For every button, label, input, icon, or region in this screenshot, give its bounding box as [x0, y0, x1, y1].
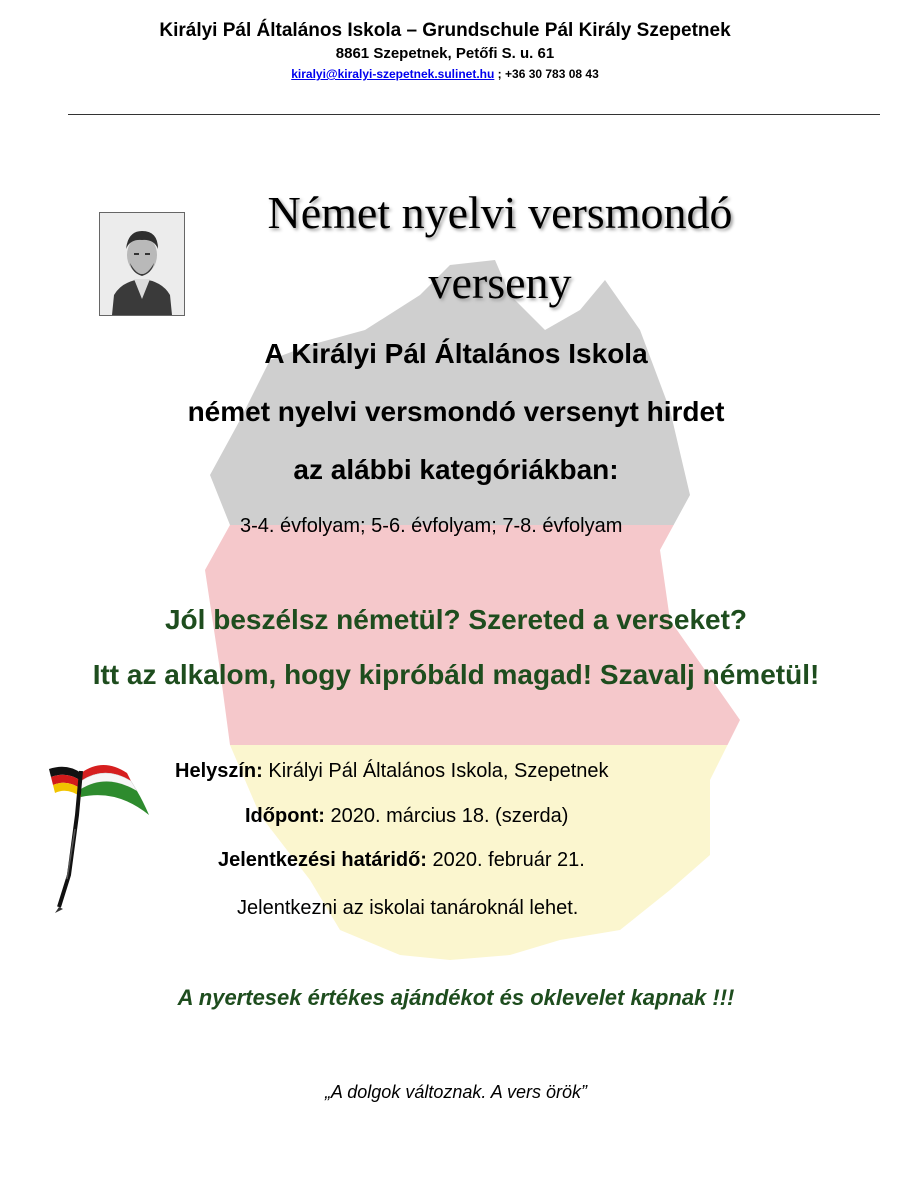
prize-announcement: A nyertesek értékes ajándékot és oklevelet kapnak !!!	[177, 985, 735, 1010]
school-name: Királyi Pál Általános Iskola – Grundschule Pál Király Szepetnek	[159, 20, 731, 41]
title-line-2: verseny	[428, 257, 572, 308]
question-line-2: Itt az alkalom, hogy kipróbáld magad! Szavalj németül!	[92, 659, 820, 690]
intro-line-2: német nyelvi versmondó versenyt hirdet	[187, 396, 725, 427]
school-address: 8861 Szepetnek, Petőfi S. u. 61	[335, 45, 555, 62]
date-value: 2020. március 18. (szerda)	[324, 805, 569, 827]
location-value: Királyi Pál Általános Iskola, Szepetnek	[262, 760, 609, 782]
date-label: Időpont:	[245, 805, 325, 827]
flag-quill-icon	[45, 755, 155, 915]
portrait-drawing	[100, 213, 184, 315]
info-date	[245, 805, 568, 828]
school-contact	[0, 67, 890, 81]
info-deadline	[218, 849, 585, 872]
question-line-1: Jól beszélsz németül? Szereted a verseket?	[164, 604, 748, 635]
info-apply: Jelentkezni az iskolai tanároknál lehet.	[237, 897, 579, 919]
motto-quote: „A dolgok változnak. A vers örök”	[324, 1082, 588, 1102]
deadline-value: 2020. február 21.	[426, 849, 585, 871]
deadline-label: Jelentkezési határidő:	[218, 849, 427, 871]
email-link[interactable]: kiralyi@kiralyi-szepetnek.sulinet.hu	[291, 67, 495, 81]
header-divider	[68, 114, 880, 115]
categories-list: 3-4. évfolyam; 5-6. évfolyam; 7-8. évfolyam	[240, 515, 623, 537]
phone-number: ; +36 30 783 08 43	[494, 67, 599, 81]
intro-line-3: az alábbi kategóriákban:	[293, 454, 619, 485]
poster-title	[200, 178, 800, 318]
location-label: Helyszín:	[175, 760, 263, 782]
intro-line-1: A Királyi Pál Általános Iskola	[264, 338, 648, 369]
title-line-1: Német nyelvi versmondó	[267, 187, 733, 238]
portrait-image	[99, 212, 185, 316]
info-location	[175, 760, 609, 783]
